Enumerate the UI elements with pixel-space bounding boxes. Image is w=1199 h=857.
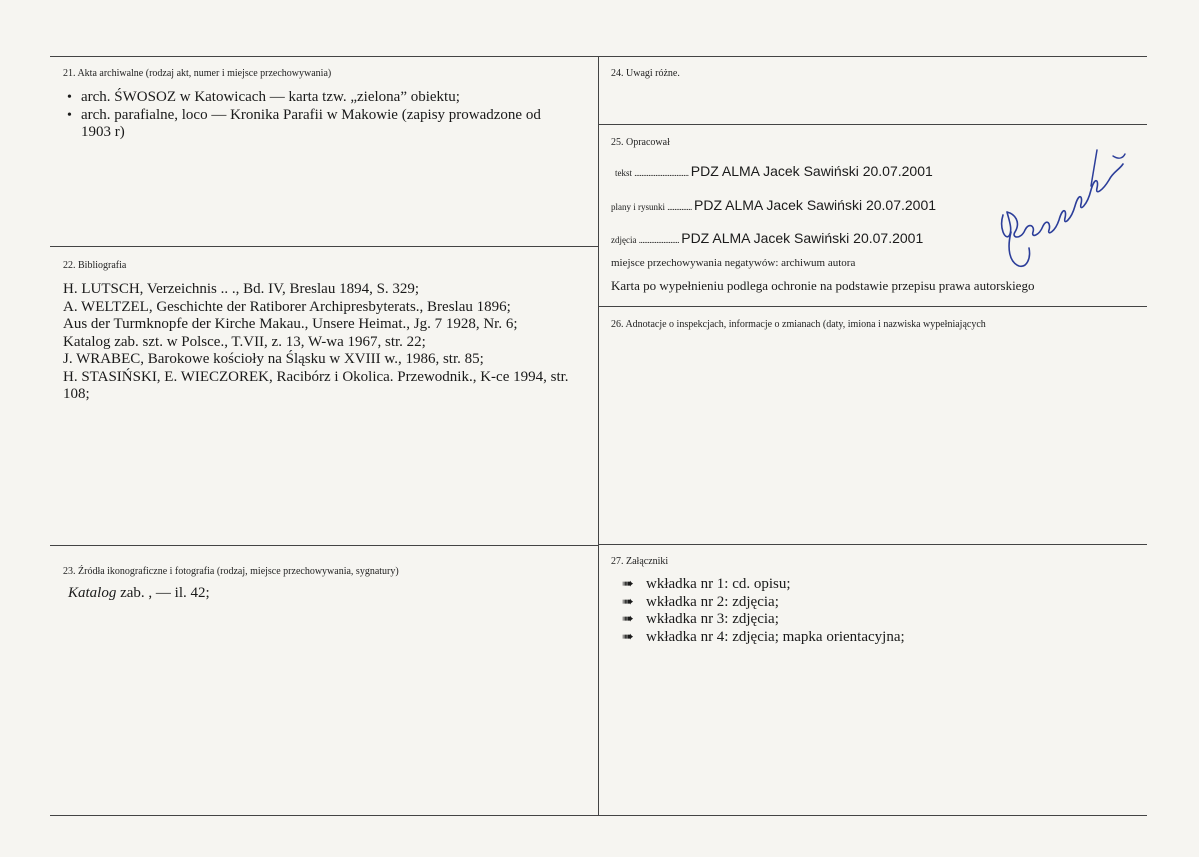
arrow-right-icon: ➠	[622, 594, 634, 610]
rule-bottom	[50, 815, 1147, 816]
section-25-label: 25. Opracował	[611, 137, 670, 148]
bibliography-list	[63, 281, 593, 404]
catalog-reference: zab. , — il. 42;	[116, 585, 210, 601]
rule-left-22-23	[50, 545, 598, 546]
rule-left-21-22	[50, 246, 598, 247]
section-27-label: 27. Załączniki	[611, 556, 669, 567]
prepared-text-dots: ...............................	[634, 168, 689, 178]
bibliography-line: A. WELTZEL, Geschichte der Ratiborer Archipresbyterats., Breslau 1896;	[63, 298, 511, 315]
iconography-sources	[68, 585, 578, 603]
list-item	[622, 576, 1142, 594]
attachment-4: wkładka nr 4: zdjęcia; mapka orientacyjna;	[646, 628, 905, 645]
prepared-text-value: PDZ ALMA Jacek Sawiński 20.07.2001	[690, 163, 933, 179]
prepared-photos-dots: .......................	[638, 235, 679, 245]
list-item	[622, 594, 1142, 612]
prepared-photos-label: zdjęcia	[611, 235, 637, 245]
copyright-notice: Karta po wypełnieniu podlega ochronie na podstawie przepisu prawa autorskiego	[611, 278, 1035, 293]
catalog-title: Katalog	[68, 585, 117, 601]
prepared-plans-dots: ..............	[667, 202, 692, 212]
bibliography-line: J. WRABEC, Barokowe kościoły na Śląsku w XVIII w., 1986, str. 85;	[63, 351, 484, 367]
attachment-3: wkładka nr 3: zdjęcia;	[646, 611, 779, 627]
handwritten-signature	[985, 140, 1135, 275]
section-22-label: 22. Bibliografia	[63, 260, 127, 271]
prepared-plans-row	[611, 198, 936, 214]
prepared-text-label: tekst	[615, 168, 632, 178]
arrow-right-icon: ➠	[622, 577, 634, 592]
section-21-label: 21. Akta archiwalne (rodzaj akt, numer i miejsce przechowywania)	[63, 68, 332, 79]
archive-entry-1: arch. ŚWOSOZ w Katowicach — karta tzw. „zielona” obiektu;	[81, 89, 460, 105]
arrow-right-icon: ➠	[622, 612, 634, 627]
bullet-icon: •	[67, 107, 72, 123]
rule-right-25-26	[598, 306, 1147, 307]
prepared-photos-row	[611, 231, 923, 247]
bibliography-line: 108;	[63, 386, 90, 402]
negatives-location: miejsce przechowywania negatywów: archiwum autora	[611, 257, 856, 269]
list-item	[63, 89, 573, 107]
section-24-label: 24. Uwagi różne.	[611, 68, 680, 79]
prepared-text-row	[615, 164, 933, 180]
prepared-photos-value: PDZ ALMA Jacek Sawiński 20.07.2001	[681, 230, 924, 246]
bullet-icon: •	[67, 90, 72, 105]
bibliography-line: H. LUTSCH, Verzeichnis .. ., Bd. IV, Breslau 1894, S. 329;	[63, 281, 420, 297]
archive-entry-2: arch. parafialne, loco — Kronika Parafii w Makowie (zapisy prowadzone od 1903 r)	[81, 106, 541, 140]
attachments-list	[622, 576, 1142, 646]
prepared-plans-label: plany i rysunki	[611, 202, 665, 212]
list-item	[622, 611, 1142, 629]
rule-right-26-27	[598, 544, 1147, 545]
rule-center	[598, 56, 599, 816]
list-item	[63, 107, 573, 142]
bibliography-line: Katalog zab. szt. w Polsce., T.VII, z. 13, W-wa 1967, str. 22;	[63, 333, 426, 350]
rule-right-24-25	[598, 124, 1147, 125]
attachment-2: wkładka nr 2: zdjęcia;	[646, 593, 779, 610]
attachment-1: wkładka nr 1: cd. opisu;	[646, 576, 791, 592]
section-23-label: 23. Źródła ikonograficzne i fotografia (rodzaj, miejsce przechowywania, sygnatury)	[63, 566, 399, 577]
prepared-plans-value: PDZ ALMA Jacek Sawiński 20.07.2001	[694, 197, 937, 213]
list-item	[622, 629, 1142, 647]
section-21-list	[63, 89, 573, 142]
bibliography-line: H. STASIŃSKI, E. WIECZOREK, Racibórz i Okolica. Przewodnik., K-ce 1994, str.	[63, 368, 569, 385]
bibliography-line: Aus der Turmknopfe der Kirche Makau., Unsere Heimat., Jg. 7 1928, Nr. 6;	[63, 316, 518, 332]
section-26-label: 26. Adnotacje o inspekcjach, informacje o zmianach (daty, imiona i nazwiska wypełniających	[611, 319, 986, 330]
arrow-right-icon: ➠	[622, 629, 634, 645]
